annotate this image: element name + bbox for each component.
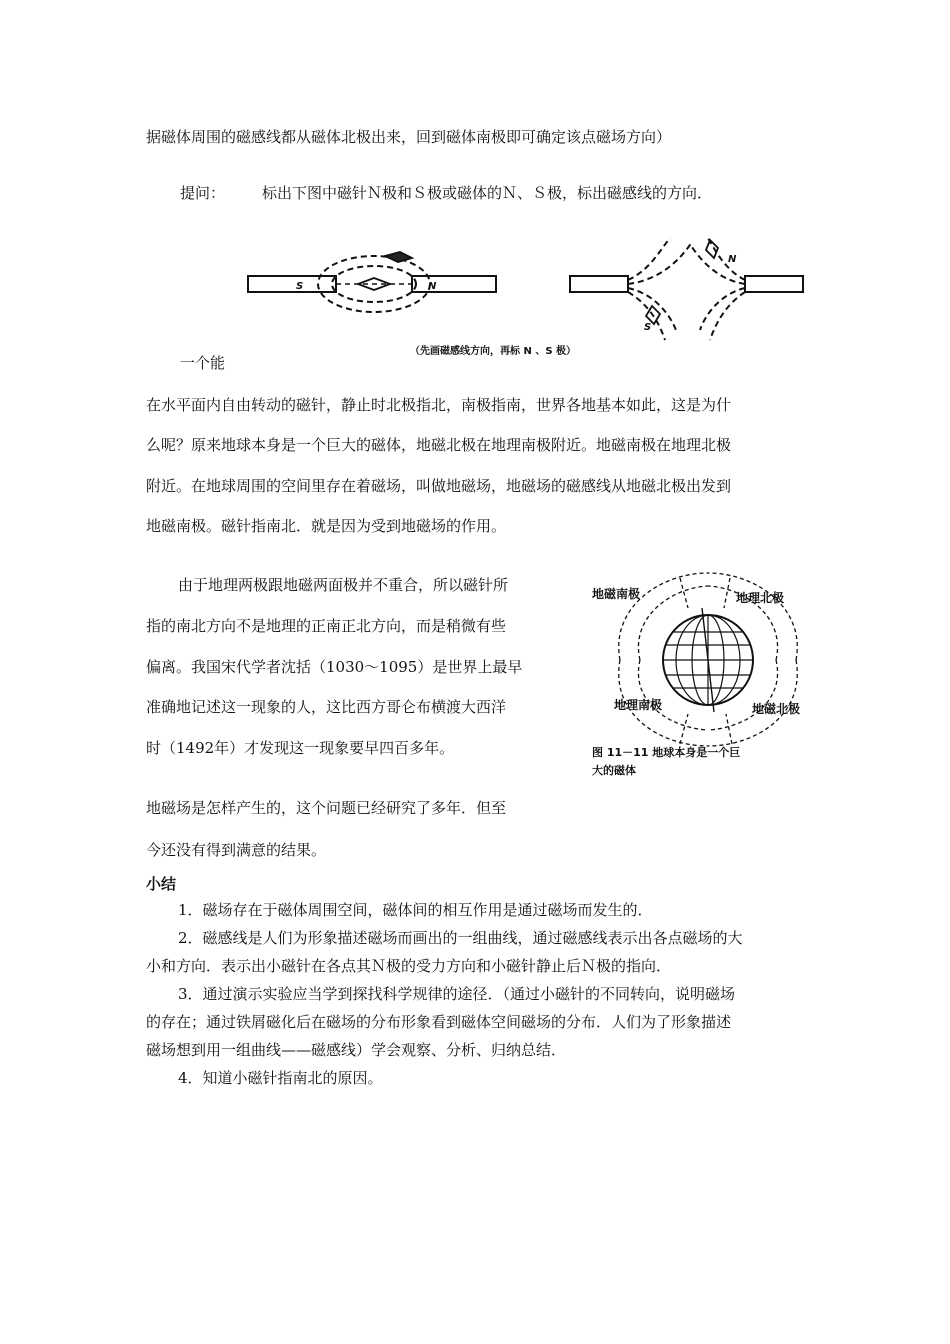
para2-line: 由于地理两极跟地磁两面极并不重合，所以磁针所 bbox=[178, 576, 509, 594]
para2-line: 偏离。我国宋代学者沈括（1030～1095）是世界上最早 bbox=[146, 658, 523, 676]
label-left-n: N bbox=[428, 281, 437, 292]
left-bar-magnet-s bbox=[248, 276, 336, 292]
para2-line: 准确地记述这一现象的人，这比西方哥仑布横渡大西洋 bbox=[146, 698, 507, 716]
label-right-s: S bbox=[644, 322, 652, 333]
label-geographic-south: 地理南极 bbox=[614, 698, 663, 712]
para3-line: 地磁场是怎样产生的，这个问题已经研究了多年．但至 bbox=[146, 799, 507, 817]
compass-needle-upper-right bbox=[706, 240, 718, 258]
summary-item: 1．磁场存在于磁体周围空间，磁体间的相互作用是通过磁场而发生的． bbox=[178, 901, 653, 919]
para1-line: 地磁南极。磁针指南北．就是因为受到地磁场的作用。 bbox=[146, 517, 507, 535]
para1-line: 附近。在地球周围的空间里存在着磁场，叫做地磁场，地磁场的磁感线从地磁北极出发到 bbox=[146, 477, 732, 495]
intro-line: 据磁体周围的磁感线都从磁体北极出来，回到磁体南极即可确定该点磁场方向） bbox=[146, 128, 672, 146]
right-bar-magnet-left bbox=[570, 276, 628, 292]
summary-item: 磁场想到用一组曲线——磁感线）学会观察、分析、归纳总结． bbox=[146, 1041, 567, 1059]
summary-item: 3．通过演示实验应当学到探找科学规律的途径．（通过小磁针的不同转向，说明磁场 bbox=[178, 985, 736, 1003]
fragment-text: 一个能 bbox=[180, 354, 226, 372]
summary-item: 2．磁感线是人们为形象描述磁场而画出的一组曲线，通过磁感线表示出各点磁场的大 bbox=[178, 929, 743, 947]
figure1-caption: （先画磁感线方向，再标 N 、S 极） bbox=[410, 346, 577, 357]
summary-item: 的存在；通过铁屑磁化后在磁场的分布形象看到磁体空间磁场的分布．人们为了形象描述 bbox=[146, 1013, 732, 1031]
label-magnetic-north: 地磁北极 bbox=[752, 702, 801, 716]
figure2-caption-line1: 图 11－11 地球本身是一个巨 bbox=[592, 746, 741, 759]
label-geographic-north: 地理北极 bbox=[736, 591, 785, 605]
question-text: 标出下图中磁针Ｎ极和Ｓ极或磁体的Ｎ、Ｓ极，标出磁感线的方向． bbox=[262, 184, 713, 202]
para2-line: 时（1492年）才发现这一现象要早四百多年。 bbox=[146, 739, 455, 757]
para1-line: 么呢？原来地球本身是一个巨大的磁体，地磁北极在地理南极附近。地磁南极在地理北极 bbox=[146, 436, 732, 454]
label-left-s: S bbox=[296, 281, 304, 292]
para1-line: 在水平面内自由转动的磁针，静止时北极指北，南极指南，世界各地基本如此，这是为什 bbox=[146, 396, 732, 414]
magnet-field-diagram bbox=[240, 230, 810, 360]
label-right-n: N bbox=[728, 254, 737, 265]
summary-heading: 小结 bbox=[146, 875, 177, 893]
summary-item: 小和方向．表示出小磁针在各点其Ｎ极的受力方向和小磁针静止后Ｎ极的指向． bbox=[146, 957, 672, 975]
para3-line: 今还没有得到满意的结果。 bbox=[146, 841, 327, 859]
right-bar-magnet-right bbox=[745, 276, 803, 292]
figure2-caption-line2: 大的磁体 bbox=[592, 764, 636, 777]
left-bar-magnet-n bbox=[412, 276, 496, 292]
summary-item: 4．知道小磁针指南北的原因。 bbox=[178, 1069, 383, 1087]
compass-needle-top bbox=[385, 252, 412, 262]
para2-line: 指的南北方向不是地理的正南正北方向，而是稍微有些 bbox=[146, 617, 507, 635]
question-label: 提问： bbox=[180, 184, 226, 202]
earth-magnet-figure bbox=[580, 568, 830, 798]
label-magnetic-south: 地磁南极 bbox=[592, 587, 641, 601]
